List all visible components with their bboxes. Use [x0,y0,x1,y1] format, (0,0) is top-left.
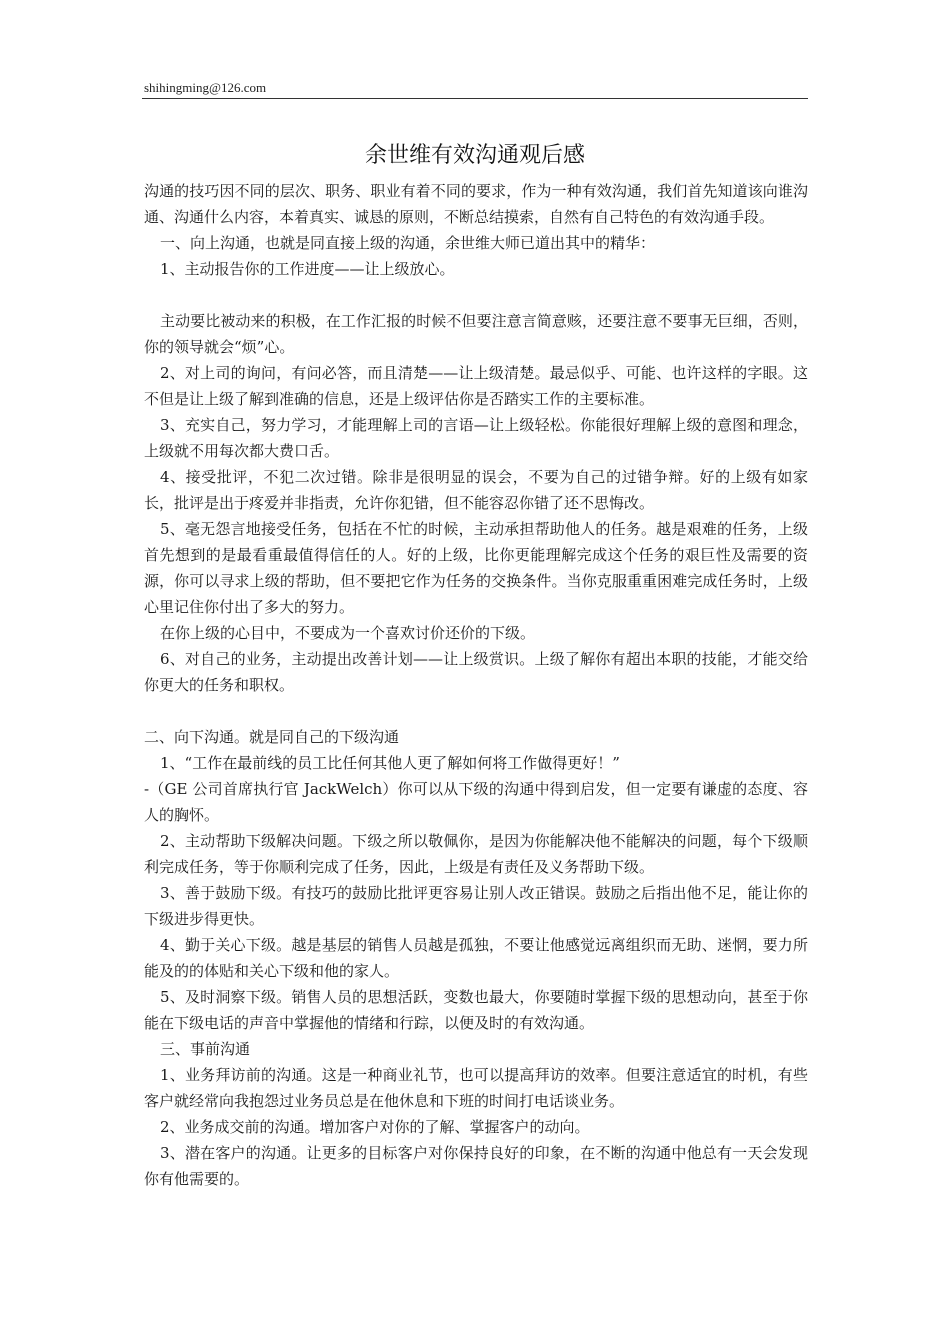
paragraph-downward-1-source: -（GE 公司首席执行官 JackWelch）你可以从下级的沟通中得到启发，但一定要有谦虚的态度、容人的胸怀。 [144,780,808,824]
paragraph-upward-3: 3、充实自己，努力学习，才能理解上司的言语—让上级轻松。你能很好理解上级的意图和理念，上级就不用每次都大费口舌。 [144,416,808,460]
paragraph-upward-1-detail: 主动要比被动来的积极，在工作汇报的时候不但要注意言简意赅，还要注意不要事无巨细，否则，你的领导就会“烦”心。 [144,312,808,356]
document-body [144,178,808,1192]
paragraph-downward-5: 5、及时洞察下级。销售人员的思想活跃，变数也最大，你要随时掌握下级的思想动向，甚至于你能在下级电话的声音中掌握他的情绪和行踪，以便及时的有效沟通。 [144,988,808,1032]
paragraph-prior-2: 2、业务成交前的沟通。增加客户对你的了解、掌握客户的动向。 [160,1118,590,1136]
paragraph-upward-4: 4、接受批评，不犯二次过错。除非是很明显的误会，不要为自己的过错争辩。好的上级有如家长，批评是出于疼爱并非指责，允许你犯错，但不能容忍你错了还不思悔改。 [144,468,808,512]
paragraph-upward-5: 5、毫无怨言地接受任务，包括在不忙的时候，主动承担帮助他人的任务。越是艰难的任务，上级首先想到的是最看重最值得信任的人。好的上级，比你更能理解完成这个任务的艰巨性及需要的资源，你可以寻求上级的帮助，但不要把它作为任务的交换条件。当你克服重重困难完成任务时，上级心里记住你付出了多大的努力。 [144,520,808,616]
blank-line [144,282,808,308]
paragraph-upward-1: 1、主动报告你的工作进度——让上级放心。 [160,260,455,278]
paragraph-downward-3: 3、善于鼓励下级。有技巧的鼓励比批评更容易让别人改正错误。鼓励之后指出他不足，能让你的下级进步得更快。 [144,884,808,928]
paragraph-upward-6: 6、对自己的业务，主动提出改善计划——让上级赏识。上级了解你有超出本职的技能，才能交给你更大的任务和职权。 [144,650,808,694]
paragraph-upward-2: 2、对上司的询问，有问必答，而且清楚——让上级清楚。最忌似乎、可能、也许这样的字眼。这不但是让上级了解到准确的信息，还是上级评估你是否踏实工作的主要标准。 [144,364,808,408]
paragraph-section-1-heading: 一、向上沟通，也就是同直接上级的沟通，余世维大师已道出其中的精华： [160,234,656,252]
paragraph-upward-5-note: 在你上级的心目中，不要成为一个喜欢讨价还价的下级。 [160,624,536,642]
paragraph-downward-4: 4、勤于关心下级。越是基层的销售人员越是孤独，不要让他感觉远离组织而无助、迷惘，要力所能及的的体贴和关心下级和他的家人。 [144,936,808,980]
paragraph-downward-2: 2、主动帮助下级解决问题。下级之所以敬佩你，是因为你能解决他不能解决的问题，每个下级顺利完成任务，等于你顺利完成了任务，因此，上级是有责任及义务帮助下级。 [144,832,808,876]
header-email: shihingming@126.com [144,80,267,95]
document-title: 余世维有效沟通观后感 [364,143,585,168]
paragraph-prior-3: 3、潜在客户的沟通。让更多的目标客户对你保持良好的印象，在不断的沟通中他总有一天会发现你有他需要的。 [144,1144,808,1188]
paragraph-intro: 沟通的技巧因不同的层次、职务、职业有着不同的要求，作为一种有效沟通，我们首先知道该向谁沟通、沟通什么内容，本着真实、诚恳的原则，不断总结摸索，自然有自己特色的有效沟通手段。 [144,182,808,226]
blank-line [144,698,808,724]
paragraph-downward-1: 1、“工作在最前线的员工比任何其他人更了解如何将工作做得更好！” [160,754,620,772]
paragraph-section-2-heading: 二、向下沟通。就是同自己的下级沟通 [144,728,400,746]
header-divider [142,98,808,99]
paragraph-prior-1: 1、业务拜访前的沟通。这是一种商业礼节，也可以提高拜访的效率。但要注意适宜的时机，有些客户就经常向我抱怨过业务员总是在他休息和下班的时间打电话谈业务。 [144,1066,808,1110]
paragraph-section-3-heading: 三、事前沟通 [160,1040,251,1058]
